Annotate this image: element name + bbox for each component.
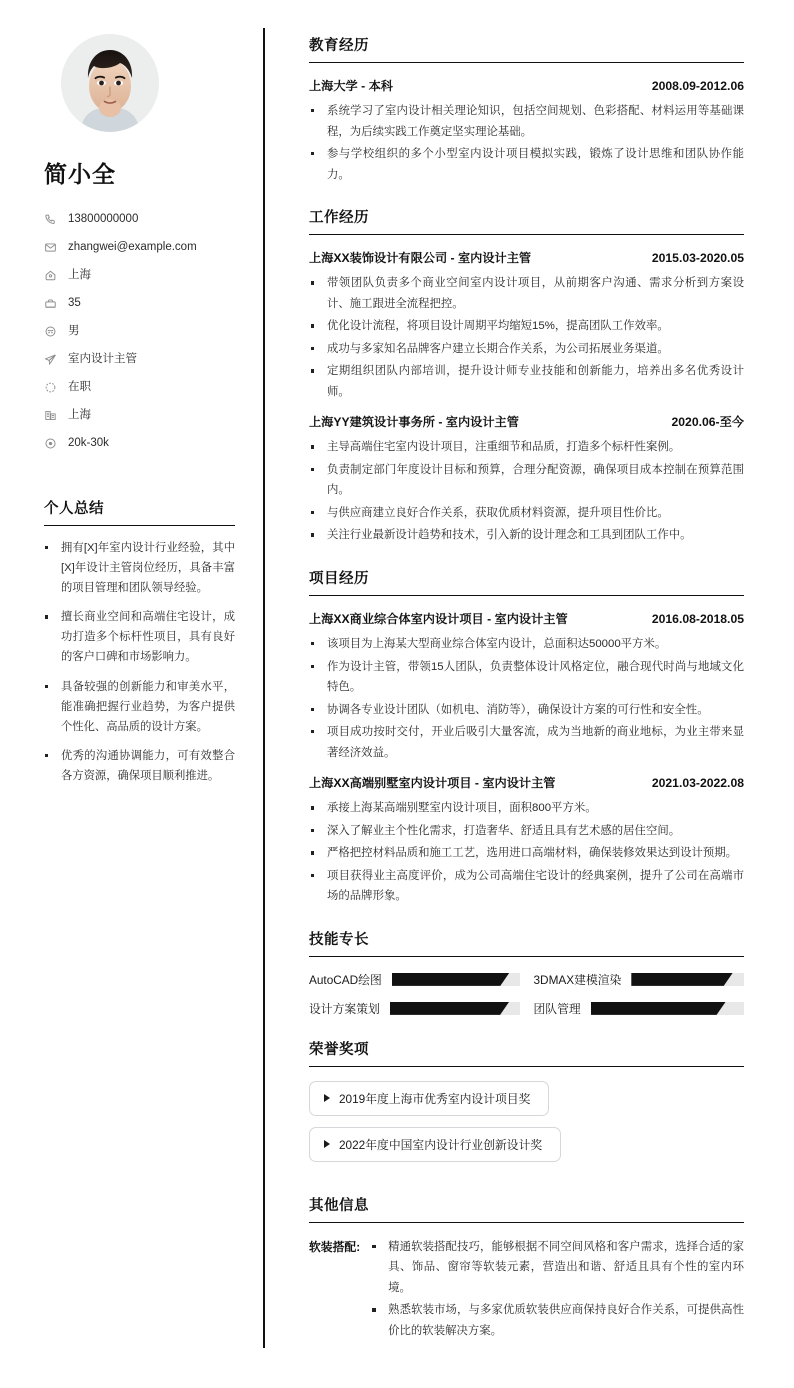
entry-date: 2021.03-2022.08 bbox=[651, 776, 744, 791]
other-info-label: 软装搭配: bbox=[309, 1239, 361, 1254]
profile-photo bbox=[61, 34, 159, 132]
list-item: 该项目为上海某大型商业综合体室内设计，总面积达50000平方米。 bbox=[309, 634, 744, 655]
entry-date: 2008.09-2012.06 bbox=[651, 79, 744, 93]
skill-row bbox=[309, 1000, 520, 1017]
main-content bbox=[263, 0, 794, 1388]
play-triangle-icon bbox=[324, 1140, 330, 1148]
contact-list bbox=[44, 205, 235, 457]
entry-date: 2016.08-2018.05 bbox=[651, 611, 744, 626]
briefcase-icon bbox=[44, 297, 57, 310]
section-summary bbox=[44, 497, 235, 786]
play-triangle-icon bbox=[324, 1094, 330, 1102]
section-other-info bbox=[309, 1194, 744, 1344]
list-item: 深入了解业主个性化需求，打造奢华、舒适且具有艺术感的居住空间。 bbox=[309, 821, 744, 842]
envelope-icon bbox=[44, 241, 57, 254]
list-item: 拥有[X]年室内设计行业经验，其中[X]年设计主管岗位经历，具备丰富的项目管理和团队领导经验。 bbox=[44, 538, 235, 598]
entry-title: 上海XX装饰设计有限公司 - 室内设计主管 bbox=[309, 251, 532, 266]
contact-value: 上海 bbox=[68, 409, 91, 421]
other-info-body bbox=[370, 1237, 744, 1344]
entry-title: 上海YY建筑设计事务所 - 室内设计主管 bbox=[309, 415, 519, 430]
entry-bullet-list bbox=[309, 437, 744, 546]
entry-bullet-list bbox=[309, 634, 744, 763]
entry-date: 2015.03-2020.05 bbox=[651, 251, 744, 266]
list-item: 项目获得业主高度评价，成为公司高端住宅设计的经典案例，提升了公司在高端市场的品牌形象。 bbox=[309, 866, 744, 907]
skill-row bbox=[534, 1000, 745, 1017]
section-skills bbox=[309, 928, 744, 1017]
award-list bbox=[309, 1081, 744, 1173]
list-item: 作为设计主管，带领15人团队，负责整体设计风格定位，融合现代时尚与地域文化特色。 bbox=[309, 657, 744, 698]
skill-progress-fill bbox=[591, 1002, 726, 1015]
list-item: 优化设计流程，将项目设计周期平均缩短15%，提高团队工作效率。 bbox=[309, 316, 744, 337]
skill-progress-bar bbox=[631, 973, 744, 986]
contact-salary bbox=[44, 429, 235, 457]
skill-label: 设计方案策划 bbox=[309, 1001, 380, 1016]
award-label: 2019年度上海市优秀室内设计项目奖 bbox=[339, 1091, 531, 1106]
skill-label: AutoCAD绘图 bbox=[309, 972, 382, 987]
entry-title: 上海XX商业综合体室内设计项目 - 室内设计主管 bbox=[309, 611, 568, 626]
entry-title: 上海大学 - 本科 bbox=[309, 79, 393, 93]
list-item: 协调各专业设计团队（如机电、消防等），确保设计方案的可行性和安全性。 bbox=[309, 700, 744, 721]
column-divider bbox=[263, 28, 265, 1348]
award-label: 2022年度中国室内设计行业创新设计奖 bbox=[339, 1137, 543, 1152]
list-item: 严格把控材料品质和施工工艺，选用进口高端材料，确保装修效果达到设计预期。 bbox=[309, 843, 744, 864]
education-entry bbox=[309, 77, 744, 185]
skill-label: 3DMAX建模渲染 bbox=[533, 972, 622, 987]
skill-progress-fill bbox=[631, 973, 732, 986]
project-entry bbox=[309, 774, 744, 907]
skill-grid bbox=[309, 971, 744, 1017]
list-item: 擅长商业空间和高端住宅设计，成功打造多个标杆性项目，具有良好的客户口碑和市场影响力。 bbox=[44, 607, 235, 667]
sidebar bbox=[0, 0, 263, 1388]
contact-value: 35 bbox=[68, 297, 81, 309]
contact-location bbox=[44, 261, 235, 289]
list-item: 优秀的沟通协调能力，可有效整合各方资源，确保项目顺利推进。 bbox=[44, 746, 235, 786]
section-heading-projects: 项目经历 bbox=[309, 567, 744, 596]
section-education bbox=[309, 34, 744, 185]
entry-header bbox=[309, 774, 744, 791]
skill-row bbox=[309, 971, 520, 988]
award-row bbox=[309, 1081, 744, 1127]
entry-header bbox=[309, 249, 744, 266]
entry-title: 上海XX高端别墅室内设计项目 - 室内设计主管 bbox=[309, 776, 556, 791]
section-heading-summary: 个人总结 bbox=[44, 497, 235, 526]
status-icon bbox=[44, 381, 57, 394]
entry-bullet-list bbox=[309, 798, 744, 907]
contact-value: 20k-30k bbox=[68, 437, 109, 449]
award-chip[interactable] bbox=[309, 1081, 549, 1116]
contact-value: 在职 bbox=[68, 381, 91, 393]
skill-label: 团队管理 bbox=[533, 1001, 581, 1016]
section-projects bbox=[309, 567, 744, 907]
contact-phone bbox=[44, 205, 235, 233]
section-heading-work: 工作经历 bbox=[309, 206, 744, 235]
coin-icon bbox=[44, 437, 57, 450]
contact-value: zhangwei@example.com bbox=[68, 241, 197, 253]
award-chip[interactable] bbox=[309, 1127, 561, 1162]
gender-icon bbox=[44, 325, 57, 338]
list-item: 成功与多家知名品牌客户建立长期合作关系，为公司拓展业务渠道。 bbox=[309, 339, 744, 360]
section-heading-skills: 技能专长 bbox=[309, 928, 744, 957]
skill-progress-bar bbox=[591, 1002, 744, 1015]
work-entry bbox=[309, 249, 744, 402]
skill-row bbox=[534, 971, 745, 988]
section-awards bbox=[309, 1038, 744, 1173]
list-item: 具备较强的创新能力和审美水平，能准确把握行业趋势，为客户提供个性化、高品质的设计方案。 bbox=[44, 677, 235, 737]
avatar bbox=[61, 34, 159, 132]
list-item: 关注行业最新设计趋势和技术，引入新的设计理念和工具到团队工作中。 bbox=[309, 525, 744, 546]
other-info-group bbox=[309, 1237, 744, 1344]
award-row bbox=[309, 1127, 744, 1173]
list-item: 负责制定部门年度设计目标和预算，合理分配资源，确保项目成本控制在预算范围内。 bbox=[309, 460, 744, 501]
skill-progress-fill bbox=[390, 1002, 509, 1015]
section-work bbox=[309, 206, 744, 546]
entry-header bbox=[309, 77, 744, 94]
list-item: 系统学习了室内设计相关理论知识，包括空间规划、色彩搭配、材料运用等基础课程，为后续实践工作奠定坚实理论基础。 bbox=[309, 101, 744, 142]
home-icon bbox=[44, 269, 57, 282]
contact-email bbox=[44, 233, 235, 261]
list-item: 带领团队负责多个商业空间室内设计项目，从前期客户沟通、需求分析到方案设计、施工跟进全流程把控。 bbox=[309, 273, 744, 314]
contact-age bbox=[44, 289, 235, 317]
entry-header bbox=[309, 413, 744, 430]
entry-bullet-list bbox=[309, 273, 744, 402]
contact-value: 13800000000 bbox=[68, 213, 139, 225]
project-entry bbox=[309, 610, 744, 763]
list-item: 主导高端住宅室内设计项目，注重细节和品质，打造多个标杆性案例。 bbox=[309, 437, 744, 458]
paper-plane-icon bbox=[44, 353, 57, 366]
list-item: 与供应商建立良好合作关系，获取优质材料资源，提升项目性价比。 bbox=[309, 503, 744, 524]
section-heading-awards: 荣誉奖项 bbox=[309, 1038, 744, 1067]
entry-date: 2020.06-至今 bbox=[671, 415, 744, 430]
list-item: 精通软装搭配技巧，能够根据不同空间风格和客户需求，选择合适的家具、饰品、窗帘等软装元素，营造出和谐、舒适且具有个性的室内环境。 bbox=[370, 1237, 744, 1299]
building-icon bbox=[44, 409, 57, 422]
other-bullet-list bbox=[370, 1237, 744, 1342]
list-item: 承接上海某高端别墅室内设计项目，面积800平方米。 bbox=[309, 798, 744, 819]
list-item: 定期组织团队内部培训，提升设计师专业技能和创新能力，培养出多名优秀设计师。 bbox=[309, 361, 744, 402]
skill-progress-bar bbox=[392, 973, 520, 986]
contact-value: 上海 bbox=[68, 269, 91, 281]
skill-progress-fill bbox=[392, 973, 510, 986]
contact-company-city bbox=[44, 401, 235, 429]
list-item: 项目成功按时交付，开业后吸引大量客流，成为当地新的商业地标，为业主带来显著经济效益。 bbox=[309, 722, 744, 763]
contact-gender bbox=[44, 317, 235, 345]
contact-status bbox=[44, 373, 235, 401]
contact-value: 男 bbox=[68, 325, 80, 337]
section-heading-other: 其他信息 bbox=[309, 1194, 744, 1223]
page-title: 简小全 bbox=[44, 161, 116, 187]
work-entry bbox=[309, 413, 744, 546]
list-item: 熟悉软装市场，与多家优质软装供应商保持良好合作关系，可提供高性价比的软装解决方案。 bbox=[370, 1300, 744, 1341]
contact-position bbox=[44, 345, 235, 373]
list-item: 参与学校组织的多个小型室内设计项目模拟实践，锻炼了设计思维和团队协作能力。 bbox=[309, 144, 744, 185]
section-heading-education: 教育经历 bbox=[309, 34, 744, 63]
entry-bullet-list bbox=[309, 101, 744, 185]
phone-icon bbox=[44, 213, 57, 226]
summary-bullet-list bbox=[44, 538, 235, 786]
contact-value: 室内设计主管 bbox=[68, 353, 137, 365]
skill-progress-bar bbox=[390, 1002, 520, 1015]
entry-header bbox=[309, 610, 744, 627]
